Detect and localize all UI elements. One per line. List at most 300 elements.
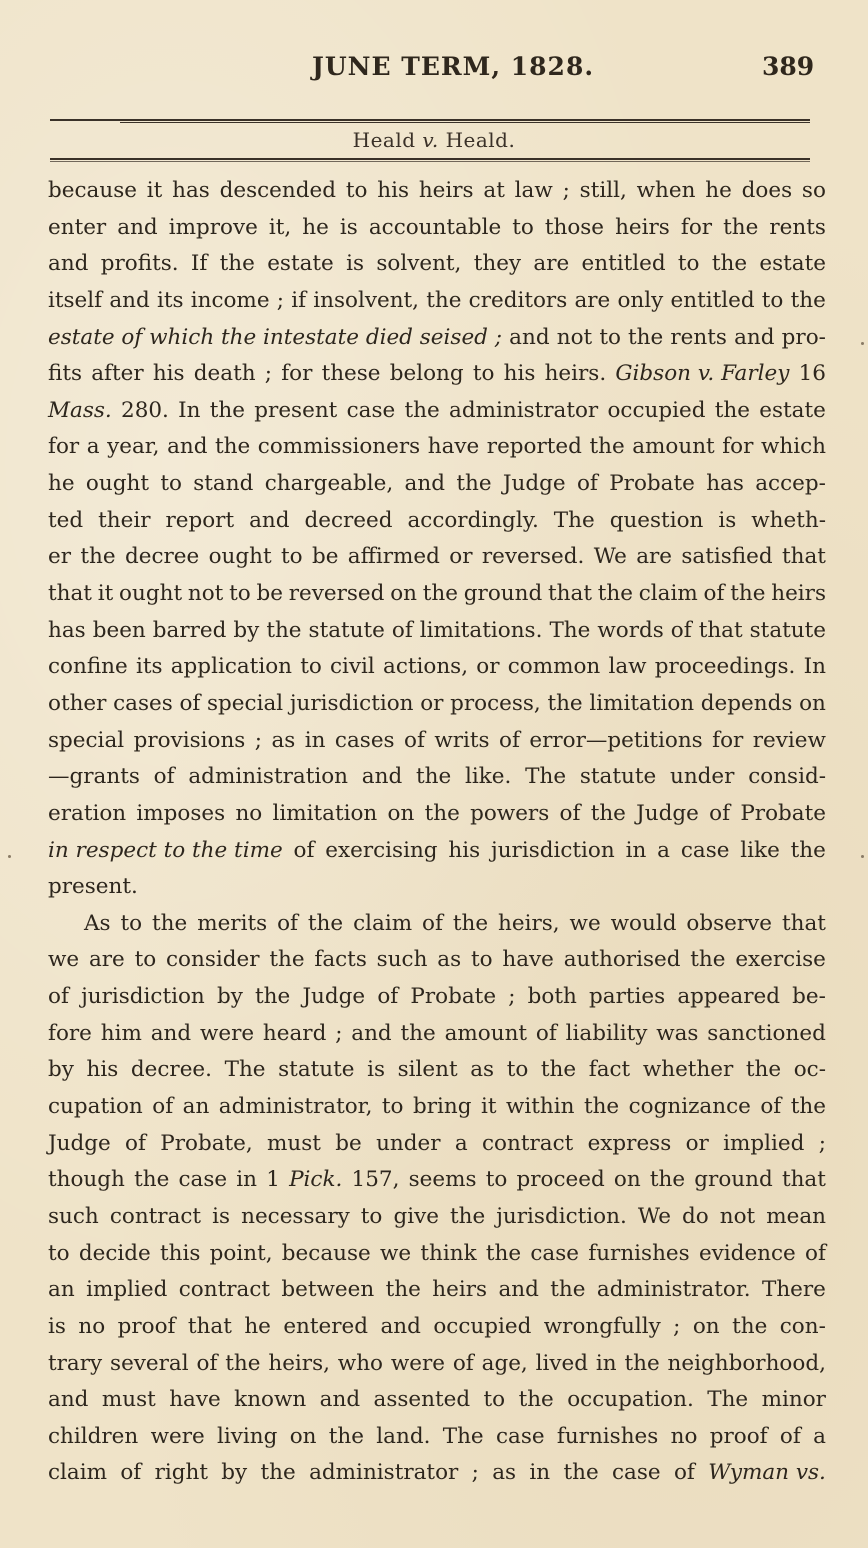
- text-line: [48, 686, 826, 723]
- word: his: [86, 1057, 119, 1083]
- word: income: [190, 287, 270, 313]
- word: to: [485, 1167, 508, 1193]
- word: limitation: [272, 800, 378, 826]
- word: think: [420, 1240, 477, 1266]
- word: rents: [769, 214, 826, 240]
- running-title: JUNE TERM, 1828.: [312, 52, 595, 81]
- word: has: [706, 471, 744, 497]
- word: and: [109, 287, 150, 313]
- word: of: [670, 617, 692, 643]
- word: solvent,: [376, 251, 462, 277]
- word: appeared: [677, 984, 780, 1010]
- word: ought: [119, 581, 183, 607]
- word: occupied: [433, 1313, 532, 1339]
- word: decree.: [130, 1057, 212, 1083]
- word: decreed: [304, 507, 393, 533]
- text-line: [48, 1016, 826, 1053]
- text-line: [48, 1382, 826, 1419]
- word: on: [692, 1313, 720, 1339]
- word: con-: [779, 1313, 826, 1339]
- margin-speck: [8, 855, 11, 858]
- word: Judge: [302, 984, 366, 1010]
- word: has: [48, 617, 86, 643]
- word: liability: [565, 1020, 648, 1046]
- word: Probate: [609, 471, 695, 497]
- word: is: [48, 1313, 66, 1339]
- word: we: [48, 947, 80, 973]
- word: the: [563, 1460, 599, 1486]
- word: the: [745, 1057, 782, 1083]
- word: heirs,: [498, 910, 560, 936]
- word: on: [613, 1167, 641, 1193]
- word: 157,: [351, 1167, 400, 1193]
- text-line: [48, 613, 826, 650]
- word: be-: [792, 984, 826, 1010]
- word: barred: [152, 617, 227, 643]
- italic-phrase: estate of which the intestate died seised ;: [48, 324, 503, 350]
- word: report: [165, 507, 235, 533]
- word: of: [535, 1020, 557, 1046]
- word: itself: [48, 287, 103, 313]
- word: the: [225, 1350, 261, 1376]
- word: living: [217, 1423, 278, 1449]
- word: whether: [642, 1057, 734, 1083]
- word: insolvent,: [313, 287, 420, 313]
- word: ;: [335, 1020, 343, 1046]
- word: ought: [208, 544, 272, 570]
- word: have: [502, 947, 554, 973]
- word: be: [311, 544, 339, 570]
- word: case: [530, 1240, 579, 1266]
- word: jurisdiction.: [496, 1203, 627, 1229]
- word: and: [249, 507, 290, 533]
- word: that: [698, 617, 743, 643]
- text-line: [48, 1052, 826, 1089]
- word: be: [335, 1130, 362, 1156]
- word: that: [781, 910, 826, 936]
- word: entitled: [581, 251, 666, 277]
- word: silent: [397, 1057, 458, 1083]
- word: of: [293, 837, 315, 863]
- opinion-body-text: [48, 173, 826, 1492]
- word: of: [576, 471, 598, 497]
- word: Probate,: [160, 1130, 253, 1156]
- word: chargeable,: [264, 471, 394, 497]
- word: no: [235, 800, 263, 826]
- text-line: [48, 1126, 826, 1163]
- word: administrator: [449, 397, 599, 423]
- word: estate: [759, 397, 826, 423]
- text-line: [48, 210, 826, 247]
- word: a: [454, 1130, 468, 1156]
- word: reported: [486, 434, 582, 460]
- word: Probate: [740, 800, 826, 826]
- word: Judge: [48, 1130, 111, 1156]
- word: only: [617, 287, 664, 313]
- word: case: [495, 1423, 545, 1449]
- word: heirs: [615, 214, 670, 240]
- word: amount: [632, 434, 715, 460]
- word: the: [152, 910, 188, 936]
- word: are: [636, 544, 673, 570]
- word: the: [550, 1277, 586, 1303]
- margin-speck: [861, 342, 864, 345]
- word: an: [48, 1277, 75, 1303]
- word: to: [506, 1057, 529, 1083]
- word: a: [86, 434, 100, 460]
- word: rents: [670, 324, 727, 350]
- word: statute: [749, 617, 826, 643]
- word: enter: [48, 214, 107, 240]
- word: of: [499, 727, 520, 753]
- word: assented: [373, 1387, 471, 1413]
- text-line: [48, 173, 826, 210]
- word: such: [376, 947, 428, 973]
- word: in: [595, 1350, 617, 1376]
- word: the: [624, 1350, 660, 1376]
- word: must: [267, 1130, 321, 1156]
- word: limitations.: [419, 617, 543, 643]
- word: In: [803, 654, 826, 680]
- word: of: [709, 800, 731, 826]
- word: the: [215, 434, 251, 460]
- case-caption: [0, 128, 868, 152]
- word: death: [193, 361, 256, 387]
- word: cases: [334, 727, 395, 753]
- word: occupation.: [567, 1387, 694, 1413]
- word: right: [154, 1460, 208, 1486]
- word: when: [636, 178, 696, 203]
- word: their: [98, 507, 151, 533]
- word: the: [583, 1094, 620, 1120]
- word: under: [669, 764, 735, 790]
- word: law: [608, 654, 647, 680]
- word: children: [48, 1423, 139, 1449]
- word: and: [167, 434, 208, 460]
- word: As: [84, 910, 111, 936]
- word: heirs,: [268, 1350, 330, 1376]
- word: present: [254, 397, 338, 423]
- word: necessary: [241, 1203, 350, 1229]
- word: accountable: [368, 214, 502, 240]
- word: the: [209, 397, 246, 423]
- text-line: [48, 539, 826, 576]
- word: affirmed: [347, 544, 440, 570]
- text-line: [48, 979, 826, 1016]
- word: of: [196, 1350, 218, 1376]
- italic-phrase: Wyman vs.: [708, 1460, 826, 1486]
- word: contract: [482, 1130, 574, 1156]
- text-line: [48, 503, 826, 540]
- word: other: [48, 690, 107, 716]
- word: claim: [48, 1460, 107, 1486]
- word: not: [556, 324, 593, 350]
- word: are: [533, 251, 570, 277]
- word: seems: [408, 1167, 477, 1193]
- text-line: [48, 796, 826, 833]
- word: and: [404, 471, 445, 497]
- word: The: [553, 507, 595, 533]
- word: lived: [535, 1350, 589, 1376]
- word: the: [547, 690, 583, 716]
- word: or: [449, 544, 473, 570]
- word: that: [781, 1167, 826, 1193]
- header-rule-bottom-thin: [50, 161, 810, 162]
- italic-phrase: Mass.: [48, 397, 112, 423]
- word: and: [150, 1020, 192, 1046]
- word: implied: [86, 1277, 168, 1303]
- word: between: [281, 1277, 375, 1303]
- word: the: [597, 581, 633, 607]
- word: for: [281, 361, 313, 387]
- word: The: [224, 1057, 266, 1083]
- word: by: [216, 984, 243, 1010]
- word: improve: [168, 214, 258, 240]
- word: In: [178, 397, 201, 423]
- word: of: [391, 617, 413, 643]
- word: heard: [262, 1020, 327, 1046]
- word: reversed.: [481, 544, 585, 570]
- word: fore: [48, 1020, 92, 1046]
- word: implied: [723, 1130, 805, 1156]
- word: er: [48, 544, 72, 570]
- word: case: [680, 837, 730, 863]
- word: are: [574, 287, 611, 313]
- word: statute: [579, 764, 657, 790]
- word: give: [393, 1203, 439, 1229]
- word: exercise: [735, 947, 826, 973]
- word: furnishes: [588, 1240, 690, 1266]
- word: jurisdiction: [81, 984, 205, 1010]
- word: administrator,: [218, 1094, 373, 1120]
- word: application: [170, 654, 292, 680]
- word: words: [597, 617, 664, 643]
- word: ;: [276, 287, 284, 313]
- text-line: [48, 869, 826, 906]
- text-line: [48, 1346, 826, 1383]
- word: to: [160, 471, 182, 497]
- word: ;: [254, 727, 263, 753]
- word: on: [289, 1423, 317, 1449]
- text-line: [48, 429, 826, 466]
- word: furnishes: [556, 1423, 659, 1449]
- word: exercising: [325, 837, 438, 863]
- word: to: [599, 324, 621, 350]
- word: claim: [353, 910, 413, 936]
- word: year,: [107, 434, 160, 460]
- word: as: [271, 727, 296, 753]
- word: his: [152, 361, 185, 387]
- word: and: [380, 1313, 421, 1339]
- word: of: [452, 1350, 474, 1376]
- word: estate: [267, 251, 334, 277]
- word: the: [424, 800, 460, 826]
- text-line: [48, 723, 826, 760]
- word: his: [448, 837, 481, 863]
- word: trary: [48, 1350, 103, 1376]
- word: is: [212, 1203, 231, 1229]
- word: cupation: [48, 1094, 143, 1120]
- word: to: [512, 214, 534, 240]
- word: its: [156, 287, 184, 313]
- word: administrator: [309, 1460, 459, 1486]
- word: The: [707, 1387, 749, 1413]
- word: The: [549, 617, 591, 643]
- word: review: [752, 727, 826, 753]
- word: the: [219, 251, 255, 277]
- text-line: [48, 283, 826, 320]
- word: the: [255, 984, 291, 1010]
- word: by: [221, 1460, 248, 1486]
- word: as: [437, 947, 462, 973]
- word: that: [781, 544, 826, 570]
- word: in: [304, 727, 326, 753]
- word: The: [442, 1423, 484, 1449]
- word: on: [390, 581, 417, 607]
- word: like.: [465, 764, 512, 790]
- word: those: [544, 214, 605, 240]
- word: pro-: [781, 324, 826, 350]
- word: and: [351, 1020, 392, 1046]
- text-line: [48, 1419, 826, 1456]
- word: statute: [308, 617, 385, 643]
- word: of: [377, 984, 399, 1010]
- word: and: [48, 251, 89, 277]
- text-line: [48, 1309, 826, 1346]
- word: 1: [266, 1167, 280, 1193]
- word: though: [48, 1167, 125, 1193]
- word: the: [450, 1203, 486, 1229]
- word: and: [498, 1277, 539, 1303]
- word: is: [346, 251, 365, 277]
- word: the: [328, 1423, 364, 1449]
- word: express: [587, 1130, 672, 1156]
- word: consid-: [748, 764, 826, 790]
- word: a: [657, 837, 670, 863]
- text-line: [48, 759, 826, 796]
- word: age,: [481, 1350, 528, 1376]
- text-line: [48, 942, 826, 979]
- word: it,: [268, 214, 292, 240]
- word: the: [452, 910, 489, 936]
- word: heirs: [771, 581, 826, 607]
- word: case: [178, 1167, 228, 1193]
- word: to: [345, 178, 368, 203]
- text-line: [48, 906, 826, 943]
- text-line: [48, 833, 826, 870]
- word: be: [256, 581, 283, 607]
- word: the: [723, 214, 759, 240]
- word: authorised: [563, 947, 681, 973]
- word: and: [509, 324, 550, 350]
- word: both: [527, 984, 577, 1010]
- word: the: [790, 287, 826, 313]
- word: of: [152, 1094, 174, 1120]
- word: that: [548, 581, 592, 607]
- word: or: [476, 654, 500, 680]
- word: neighborhood,: [667, 1350, 826, 1376]
- word: in: [236, 1167, 258, 1193]
- word: were: [390, 1350, 445, 1376]
- word: is: [718, 507, 737, 533]
- text-line: [48, 1089, 826, 1126]
- word: or: [420, 690, 444, 716]
- word: he: [705, 178, 732, 203]
- word: the: [426, 287, 462, 313]
- word: heirs: [418, 178, 474, 203]
- word: to: [677, 251, 700, 277]
- word: to: [48, 1240, 70, 1266]
- word: the: [690, 947, 726, 973]
- word: mean: [766, 1203, 826, 1229]
- word: heirs.: [544, 361, 607, 387]
- word: ground: [694, 1167, 773, 1193]
- word: confine: [48, 654, 128, 680]
- word: it: [146, 178, 163, 203]
- word: ;: [264, 361, 272, 387]
- word: contract: [109, 1203, 202, 1229]
- word: the: [540, 1057, 577, 1083]
- word: the: [269, 947, 305, 973]
- word: cases: [113, 690, 173, 716]
- word: belong: [389, 361, 464, 387]
- word: the: [590, 800, 626, 826]
- header-rule-bottom: [50, 158, 810, 160]
- word: the: [260, 1460, 296, 1486]
- word: do: [681, 1203, 709, 1229]
- word: of: [779, 1423, 801, 1449]
- word: to: [381, 1094, 404, 1120]
- word: powers: [470, 800, 550, 826]
- word: common: [507, 654, 601, 680]
- word: civil: [329, 654, 375, 680]
- word: jurisdiction: [491, 837, 615, 863]
- word: under: [376, 1130, 441, 1156]
- word: of: [179, 690, 201, 716]
- word: decree: [124, 544, 200, 570]
- word: claim: [638, 581, 698, 607]
- word: still,: [579, 178, 627, 203]
- word: several: [110, 1350, 189, 1376]
- word: on: [387, 800, 415, 826]
- word: like: [740, 837, 780, 863]
- word: the: [456, 471, 492, 497]
- word: the: [134, 1167, 170, 1193]
- word: of: [120, 1460, 142, 1486]
- word: his: [377, 178, 409, 203]
- text-line: [48, 393, 826, 430]
- word: case: [346, 397, 396, 423]
- word: heirs: [432, 1277, 488, 1303]
- word: special: [207, 690, 284, 716]
- word: —grants: [48, 764, 140, 790]
- word: has: [172, 178, 210, 203]
- word: for: [712, 727, 744, 753]
- word: entered: [283, 1313, 369, 1339]
- word: wrongfully: [543, 1313, 661, 1339]
- case-caption-left: Heald: [352, 128, 416, 152]
- word: accordingly.: [407, 507, 539, 533]
- case-caption-right: Heald.: [445, 128, 516, 152]
- word: accep-: [755, 471, 826, 497]
- word: of: [277, 910, 298, 936]
- word: contract: [178, 1277, 270, 1303]
- word: by: [48, 1057, 74, 1083]
- word: not: [719, 1203, 756, 1229]
- word: process,: [450, 690, 541, 716]
- word: commissioners: [257, 434, 421, 460]
- word: were: [199, 1020, 255, 1046]
